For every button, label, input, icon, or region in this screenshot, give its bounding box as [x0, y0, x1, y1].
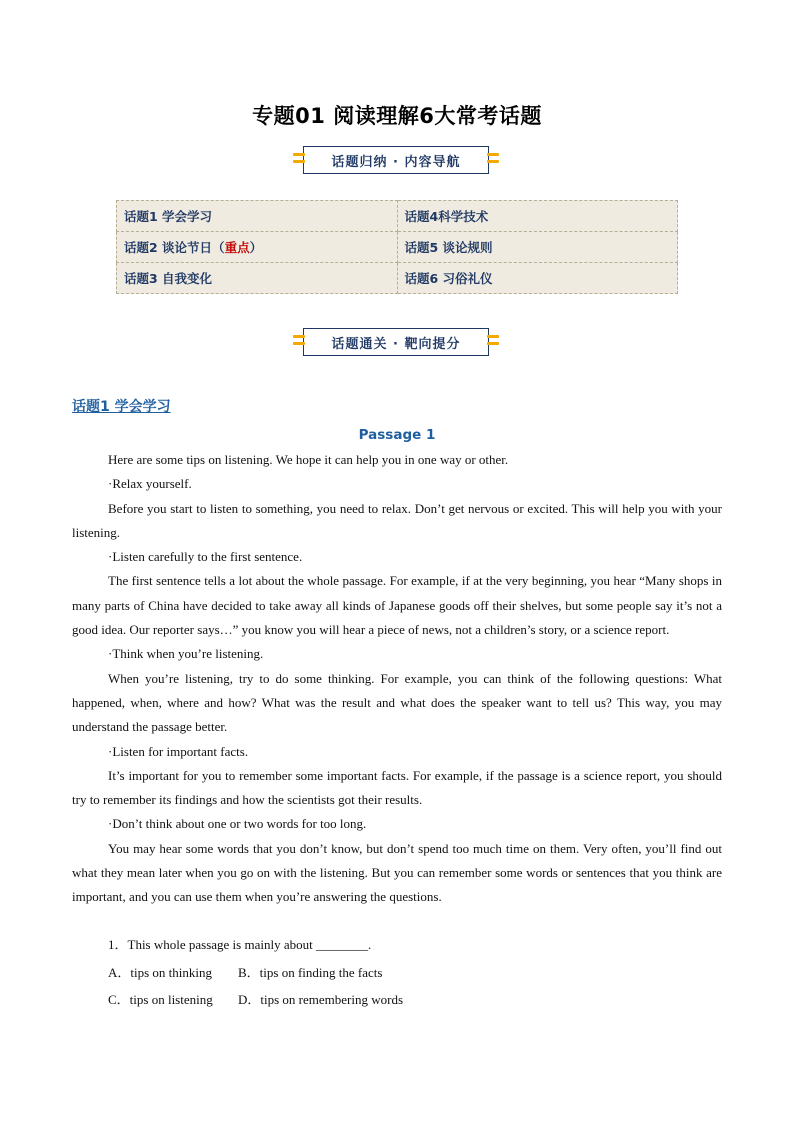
topic-cell: 话题3 自我变化	[117, 263, 398, 294]
paragraph: You may hear some words that you don’t know, but don’t spend too much time on them. Very often, you’ll find out what they mean later when you go on with the listening. But you can remember some words or sentences that you think are important, and you can use them when you’re answering the questions.	[72, 840, 722, 905]
option-a[interactable]: A．tips on thinking	[108, 965, 213, 980]
banner-right-mark-icon	[487, 153, 499, 163]
tip-heading: ·Don’t think about one or two words for too long.	[108, 816, 367, 832]
banner-right-mark-icon	[487, 335, 499, 345]
options-row	[108, 989, 403, 1008]
banner-left-mark-icon	[293, 153, 305, 163]
paragraph: When you’re listening, try to do some thinking. For example, you can think of the following questions: What happened, when, where and how? What was the result and what does the speaker want to tell us? This way, you may understand the passage better.	[72, 670, 722, 735]
key-point-badge: 重点	[224, 240, 250, 255]
banner-left-mark-icon	[293, 335, 305, 345]
topic-row	[117, 232, 678, 263]
tip-heading: ·Relax yourself.	[108, 476, 192, 492]
passage-body	[72, 448, 722, 910]
topic-label-end: ）	[249, 240, 263, 255]
tip-heading: ·Listen carefully to the first sentence.	[108, 549, 303, 565]
options-row	[108, 962, 382, 981]
topic-table	[116, 200, 678, 294]
banner-practice	[293, 327, 499, 357]
banner-content-navigation	[293, 145, 499, 175]
section-link-topic-1[interactable]: 话题1 学会学习	[72, 399, 171, 415]
topic-cell: 话题1 学会学习	[117, 201, 398, 232]
paragraph: It’s important for you to remember some important facts. For example, if the passage is a science report, you should try to remember its findings and how the scientists got their results.	[72, 767, 722, 808]
option-d[interactable]: D．tips on remembering words	[238, 992, 404, 1007]
topic-row	[117, 263, 678, 294]
topic-label: 话题2 谈论节日（	[124, 240, 225, 255]
paragraph: The first sentence tells a lot about the whole passage. For example, if at the very beginning, you hear “Many shops in many parts of China have decided to take away all kinds of Japanese goods off their shelves, but some people say it’s not a good idea. Our reporter says…” you know you will hear a piece of news, not a children’s story, or a science report.	[72, 573, 722, 638]
topic-cell	[117, 232, 398, 263]
topic-cell: 话题5 谈论规则	[397, 232, 678, 263]
topic-row	[117, 201, 678, 232]
topic-cell: 话题6 习俗礼仪	[397, 263, 678, 294]
paragraph: Here are some tips on listening. We hope it can help you in one way or other.	[108, 452, 509, 467]
passage-heading: Passage 1	[358, 427, 436, 443]
tip-heading: ·Think when you’re listening.	[108, 646, 264, 662]
question-stem: 1．This whole passage is mainly about ________.	[108, 937, 372, 952]
option-c[interactable]: C．tips on listening	[108, 992, 213, 1007]
banner-label: 话题归纳 · 内容导航	[303, 146, 489, 174]
page-title: 专题01 阅读理解6大常考话题	[252, 104, 542, 128]
tip-heading: ·Listen for important facts.	[108, 743, 249, 759]
topic-cell: 话题4科学技术	[397, 201, 678, 232]
banner-label: 话题通关 · 靶向提分	[303, 328, 489, 356]
option-b[interactable]: B．tips on finding the facts	[238, 965, 383, 980]
paragraph: Before you start to listen to something, you need to relax. Don’t get nervous or excited. This will help you with your listening.	[72, 500, 722, 540]
